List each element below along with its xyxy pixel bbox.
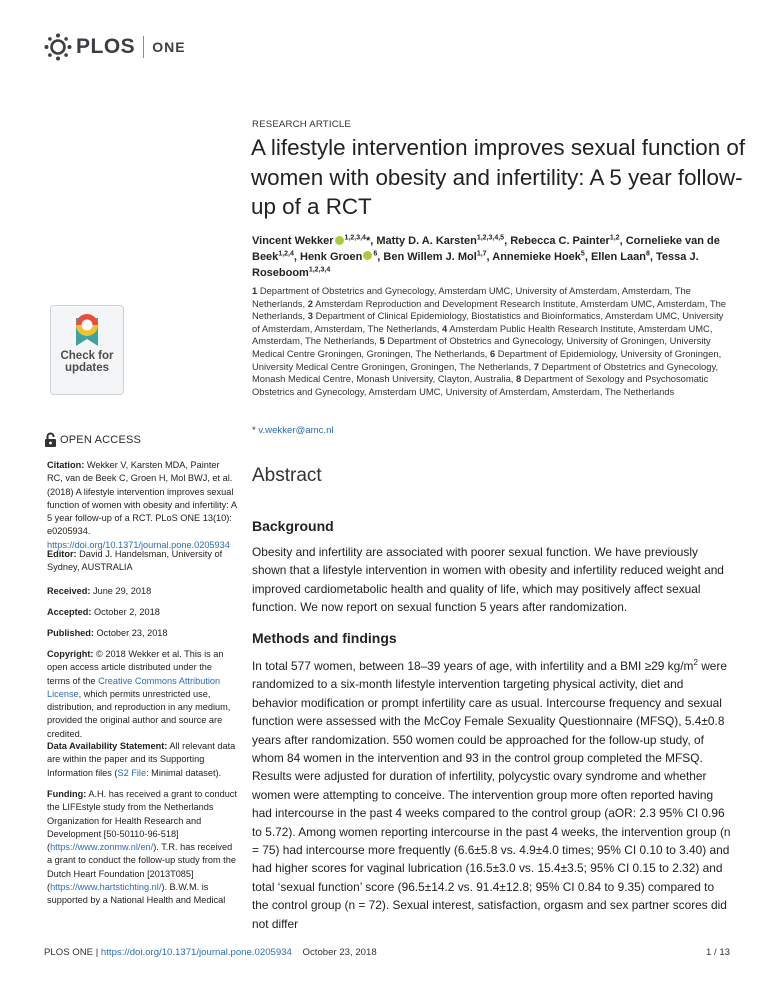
- accepted-date: Accepted: October 2, 2018: [47, 607, 160, 617]
- background-heading: Background: [252, 518, 334, 534]
- affiliation-text: Department of Obstetrics and Gynecology, University of Groningen, University Medical Centre Groningen, Groningen, The Netherlands,: [252, 335, 711, 359]
- editor-block: Editor: David J. Handelsman, University of Sydney, AUSTRALIA: [47, 549, 223, 573]
- citation-doi-link[interactable]: https://doi.org/10.1371/journal.pone.0205934: [47, 539, 230, 550]
- author-name[interactable]: Tessa J. Roseboom: [252, 250, 699, 279]
- author-name[interactable]: Henk Groen: [300, 250, 363, 263]
- journal-name: ONE: [152, 39, 186, 55]
- affiliation-text: Department of Sexology and Psychosomatic Obstetrics and Gynecology, Amsterdam UMC, University of Amsterdam, Amsterdam, The Netherlands: [252, 373, 709, 397]
- license-link[interactable]: Creative Commons Attribution License: [47, 675, 221, 699]
- footer-doi-link[interactable]: https://doi.org/10.1371/journal.pone.0205934: [100, 947, 292, 958]
- article-title: A lifestyle intervention improves sexual function of women with obesity and infertility: A 5 year follow-up of a RCT: [251, 135, 746, 219]
- author-affiliation-numbers: 1,2,3,4: [308, 265, 331, 273]
- check-for-updates-label: Check for updates: [60, 350, 114, 374]
- plos-logo[interactable]: [44, 32, 186, 62]
- affiliation-text: Department of Clinical Epidemiology, Biostatistics and Bioinformatics, Amsterdam UMC, University of Amsterdam, Amsterdam, The Netherlands,: [252, 310, 724, 334]
- affiliation-text: Department of Obstetrics and Gynecology, Monash Medical Centre, Monash University, Clayton, Australia,: [252, 360, 719, 385]
- author-list: Vincent Wekker $^{1,2,3,4}$*, Matty D. A. Karsten$^{1,2,3,4,5}$, Rebecca C. Painter$^{1,2}$, Cornelieke van de Beek$^{1,2,4}$, Henk Groen $^6$, Ben Willem J. Mol$^{1,7}$, Annemieke Hoek$^5$, Ellen Laan$^8$, Tessa J. Roseboom$^{1,2,3,4}$: [252, 234, 720, 279]
- author-name[interactable]: Rebecca C. Painter: [510, 235, 610, 247]
- published-date: Published: October 23, 2018: [47, 628, 168, 638]
- page-footer: PLOS ONE | https://doi.org/10.1371/journal.pone.0205934 October 23, 2018 1 / 13: [44, 947, 730, 958]
- check-for-updates-badge[interactable]: [50, 305, 124, 395]
- author-name[interactable]: Cornelieke van de Beek: [252, 235, 720, 263]
- author-name[interactable]: Vincent Wekker: [252, 235, 334, 247]
- author-affiliation-numbers: 1,2: [609, 234, 620, 242]
- affiliation-text: Amsterdam Reproduction and Development Research Institute, Amsterdam UMC, Amsterdam, The Netherlands,: [252, 297, 727, 322]
- affiliation-number: 6: [489, 347, 496, 359]
- author-affiliation-numbers: 8: [645, 250, 650, 258]
- corresponding-marker: *: [365, 235, 371, 247]
- affiliation-number: 3: [307, 310, 313, 322]
- author-name[interactable]: Ellen Laan: [590, 250, 646, 263]
- funding-block: Funding: A.H. has received a grant to conduct the LIFEstyle study from the Netherlands Organization for Health Research and Development [50-50110-96-518] (https://www.zonmw.nl/en/). T.R. has received a grant to conduct the follow-up study from the Dutch Heart Foundation [2013T085] (https://www.hartstichting.nl/). B.W.M. is supported by a National Health and Medical: [47, 789, 237, 906]
- copyright-block: Copyright: © 2018 Wekker et al. This is an open access article distributed under the terms of the Creative Commons Attribution License, which permits unrestricted use, distribution, and reproduction in any medium, provided the original author and source are credited.: [47, 649, 231, 739]
- affiliation-text: Amsterdam Public Health Research Institute, Amsterdam UMC, Amsterdam, The Netherlands,: [252, 322, 713, 347]
- affiliation-number: 8: [516, 373, 522, 385]
- author-affiliation-numbers: 1,2,3,4: [344, 234, 366, 242]
- author-name[interactable]: Matty D. A. Karsten: [376, 235, 477, 247]
- author-name[interactable]: Ben Willem J. Mol: [383, 250, 477, 263]
- zonmw-link[interactable]: https://www.zonmw.nl/en/: [50, 842, 154, 853]
- affiliation-number: 4: [442, 322, 448, 334]
- affiliation-number: 7: [533, 360, 539, 372]
- affiliation-text: Department of Obstetrics and Gynecology, Amsterdam UMC, University of Amsterdam, Amsterdam, The Netherlands,: [252, 285, 691, 309]
- open-lock-icon: [44, 432, 57, 447]
- article-type: RESEARCH ARTICLE: [252, 119, 351, 130]
- page-number: 1 / 13: [705, 947, 730, 958]
- affiliation-number: 5: [379, 335, 385, 347]
- background-text: Obesity and infertility are associated with poorer sexual function. We have previously shown that a lifestyle intervention in women with obesity and infertility reduced weight and improved cardiometabolic health and quality of life, which may positively affect sexual function. We now report on sexual function 5 years after randomization.: [252, 545, 724, 615]
- email-link[interactable]: v.wekker@amc.nl: [258, 425, 334, 436]
- abstract-heading: Abstract: [252, 465, 322, 486]
- author-affiliation-numbers: 5: [580, 250, 585, 258]
- author-name[interactable]: Annemieke Hoek: [492, 250, 581, 263]
- received-date: Received: June 29, 2018: [47, 586, 152, 596]
- author-affiliation-numbers: 6: [373, 250, 378, 258]
- hartstichting-link[interactable]: https://www.hartstichting.nl/: [50, 882, 162, 893]
- logo-wordmark: PLOS: [76, 35, 136, 58]
- affiliation-number: 2: [307, 297, 313, 309]
- citation-block: Citation: Wekker V, Karsten MDA, Painter RC, van de Beek C, Groen H, Mol BWJ, et al. (2018) A lifestyle intervention improves sexual function of women with obesity and infertility: A 5 year follow-up of a RCT. PLoS ONE 13(10): e0205934. https://doi.org/10.1371/journal.pone.0205934: [47, 460, 237, 550]
- affiliations: [252, 285, 732, 398]
- logo-divider: [143, 36, 144, 58]
- author-affiliation-numbers: 1,2,3,4,5: [476, 234, 505, 242]
- open-access-label: OPEN ACCESS: [44, 432, 141, 447]
- plos-sun-icon: [44, 33, 72, 61]
- data-availability-block: Data Availability Statement: All relevant data are within the paper and its Supporting Information files (S2 File: Minimal dataset).: [47, 741, 236, 778]
- crossmark-icon: [72, 312, 102, 348]
- corresponding-email: * v.wekker@amc.nl: [252, 425, 334, 436]
- s2-file-link[interactable]: S2 File: [117, 767, 147, 778]
- methods-text: In total 577 women, between 18–39 years of age, with infertility and a BMI ≥29 $kg/m^2$ were randomized to a six-month lifestyle intervention targeting physical activity, diet and behavior modification or prompt infertility care as usual. Intercourse frequency and sexual function were assessed with the McCoy Female Sexuality Questionnaire (MFSQ), 5.4±0.8 years after randomization. 550 women could be approached for the follow-up study, of whom 84 women in the intervention and 93 in the control group completed the MFSQ. Results were adjusted for duration of infertility, polycystic ovary syndrome and whether women were attempting to conceive. The intervention group more often reported having had intercourse in the past 4 weeks compared to the control group (aOR: 2.3 95% CI 0.96 to 5.72). Among women reporting intercourse in the past 4 weeks, the intervention group (n = 75) had intercourse more frequently (6.6±5.8 vs. 4.9±4.0 times; 95% CI 0.10 to 3.40) and had higher scores for vaginal lubrication (16.5±3.0 vs. 15.4±3.5; 95% CI 0.15 to 2.32) and total ‘sexual function’ score (96.5±14.2 vs. 91.4±12.8; 95% CI 0.84 to 9.35) compared to the control group (n = 72). Sexual interest, satisfaction, orgasm and sex partner scores did not differ: [252, 658, 731, 931]
- author-affiliation-numbers: 1,2,4: [278, 250, 294, 258]
- footer-date: October 23, 2018: [302, 947, 377, 958]
- author-affiliation-numbers: 1,7: [476, 250, 487, 258]
- footer-journal: PLOS ONE: [44, 947, 94, 958]
- affiliation-text: Department of Epidemiology, University of Groningen, University Medical Centre Groningen, Groningen, The Netherlands,: [252, 347, 722, 372]
- orcid-icon[interactable]: [335, 236, 344, 245]
- orcid-icon[interactable]: [363, 251, 372, 260]
- affiliation-number: 1: [252, 285, 258, 296]
- methods-heading: Methods and findings: [252, 630, 397, 646]
